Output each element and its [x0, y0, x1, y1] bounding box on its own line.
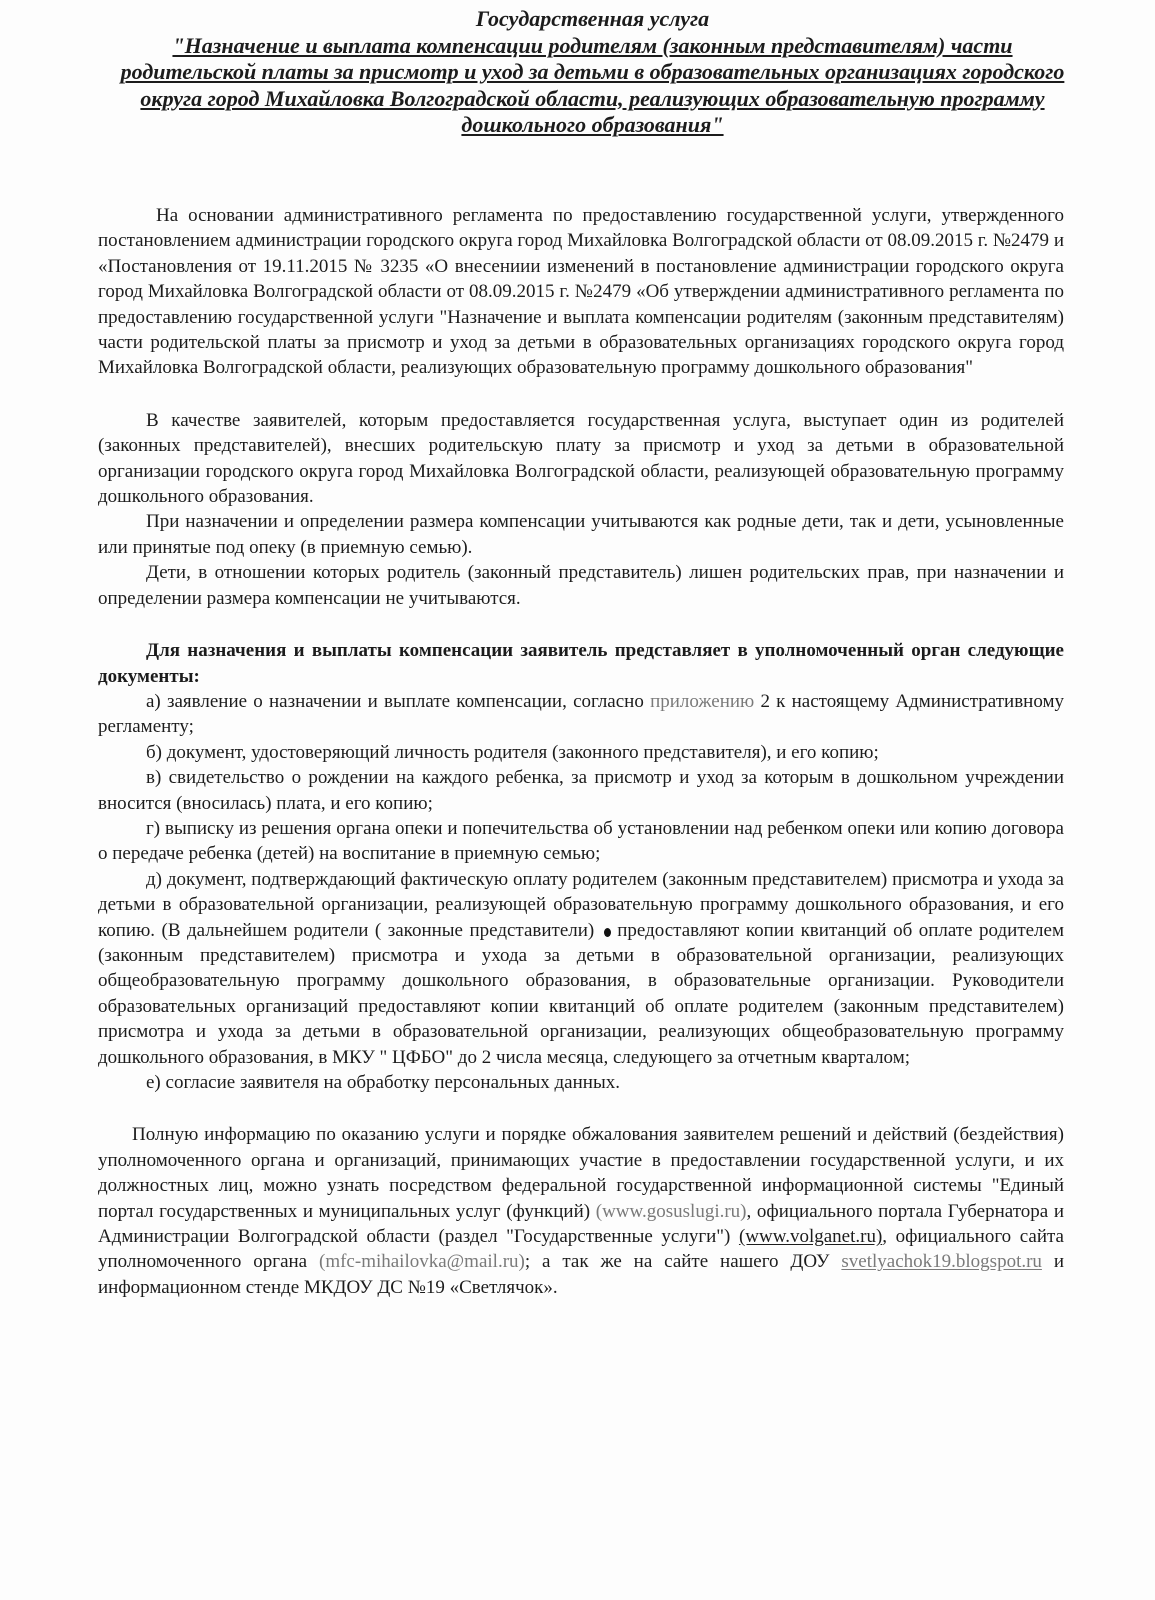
info-text-4: ; а так же на сайте нашего ДОУ [524, 1251, 842, 1273]
info-paragraph [98, 1122, 1064, 1300]
children-counted-paragraph: При назначении и определении размера компенсации учитываются как родные дети, так и дети, усыновленные или принятые под опеку (в приемную семью). [98, 511, 1064, 558]
email-link[interactable]: (mfc-mihailovka@mail.ru) [319, 1251, 525, 1273]
info-text-3: , официального сайта уполномоченного органа [98, 1226, 1064, 1273]
document-item-f: е) согласие заявителя на обработку персональных данных. [146, 1072, 620, 1093]
document-item-c: в) свидетельство о рождении на каждого ребенка, за присмотр и уход за которым в дошкольном учреждении вносится (вносилась) плата, и его копию; [98, 767, 1064, 814]
info-text-5: и информационном стенде МКДОУ ДС №19 «Светлячок». [98, 1251, 1064, 1298]
info-text-1: Полную информацию по оказанию услуги и порядке обжалования заявителем решений и действий (бездействия) уполномоченного органа и организаций, принимающих участие в предоставлении государственной услуги, и их должностных лиц, можно узнать посредством федеральной государственной информационной системы "Единый портал государственных и муниципальных услуг (функций) [98, 1124, 1064, 1222]
children-excluded-paragraph: Дети, в отношении которых родитель (законный представитель) лишен родительских прав, при назначении и определении размера компенсации не учитываются. [98, 562, 1064, 609]
service-label: Государственная услуга [475, 6, 710, 31]
document-item-e-end: предоставляют копии квитанций об оплате родителем (законным представителем) присмотра и ухода за детьми в образовательной организации, реализующих общеобразовательную программу дошкольного образования, в образовательные организации. Руководители образовательных организаций предоставляют копии квитанций об оплате родителем (законным представителем) присмотра и ухода за детьми в образовательной организации, реализующих общеобразовательную программу дошкольного образования, в МКУ " ЦФБО" до 2 числа месяца, следующего за отчетным кварталом; [98, 919, 1064, 1068]
document-item-a [98, 689, 1064, 740]
gosuslugi-link[interactable]: (www.gosuslugi.ru) [595, 1200, 747, 1222]
info-text-2: , официального портала Губернатора и Администрации Волгоградской области (раздел "Государственные услуги") [98, 1200, 1064, 1248]
document-item-a-start: а) заявление о назначении и выплате компенсации, согласно [146, 690, 651, 712]
ink-dot-mark [604, 928, 611, 937]
document-item-a-end: 2 к настоящему Административному регламенту; [98, 690, 1064, 738]
volganet-link[interactable]: (www.volganet.ru) [738, 1226, 883, 1248]
applicants-paragraph: В качестве заявителей, которым предоставляется государственная услуга, выступает один из родителей (законных представителей), внесших родительскую плату за присмотр и уход за детьми в образовательной организации городского округа город Михайловка Волгоградской области, реализующей образовательную программу дошкольного образования. [98, 409, 1064, 508]
documents-heading: Для назначения и выплаты компенсации заявитель представляет в уполномоченный орган следующие документы: [98, 640, 1064, 687]
document-header [120, 6, 1065, 139]
blog-link[interactable]: svetlyachok19.blogspot.ru [841, 1251, 1042, 1273]
service-name: "Назначение и выплата компенсации родителям (законным представителям) части родительской платы за присмотр и уход за детьми в образовательных организациях городского округа город Михайловка Волгоградской области, реализующих образовательную программу дошкольного образования" [120, 32, 1065, 137]
document-item-b: б) документ, удостоверяющий личность родителя (законного представителя), и его копию; [146, 741, 879, 763]
document-body [98, 203, 1064, 1300]
document-item-d: г) выписку из решения органа опеки и попечительства об установлении над ребенком опеки или копию договора о передаче ребенка (детей) на воспитание в приемную семью; [98, 817, 1064, 865]
document-item-a-annex: приложению [650, 690, 755, 712]
document-item-e-start: д) документ, подтверждающий фактическую оплату родителем (законным представителем) присмотра и ухода за детьми в образовательной организации, реализующей образовательную программу дошкольного образования, и его копию. (В дальнейшем родители ( законные представители) [98, 868, 1064, 941]
document-item-e [98, 867, 1064, 1070]
intro-paragraph: На основании административного регламента по предоставлению государственной услуги, утвержденного постановлением администрации городского округа город Михайловка Волгоградской области от 08.09.2015 г. №2479 и «Постановления от 19.11.2015 № 3235 «О внесениии изменений в постановление администрации городского округа город Михайловка Волгоградской области от 08.09.2015 г. №2479 «Об утверждении административного регламента по предоставлению государственной услуги "Назначение и выплата компенсации родителям (законным представителям) части родительской платы за присмотр и уход за детьми в образовательных организациях городского округа город Михайловка Волгоградской области, реализующих образовательную программу дошкольного образования" [98, 205, 1064, 379]
